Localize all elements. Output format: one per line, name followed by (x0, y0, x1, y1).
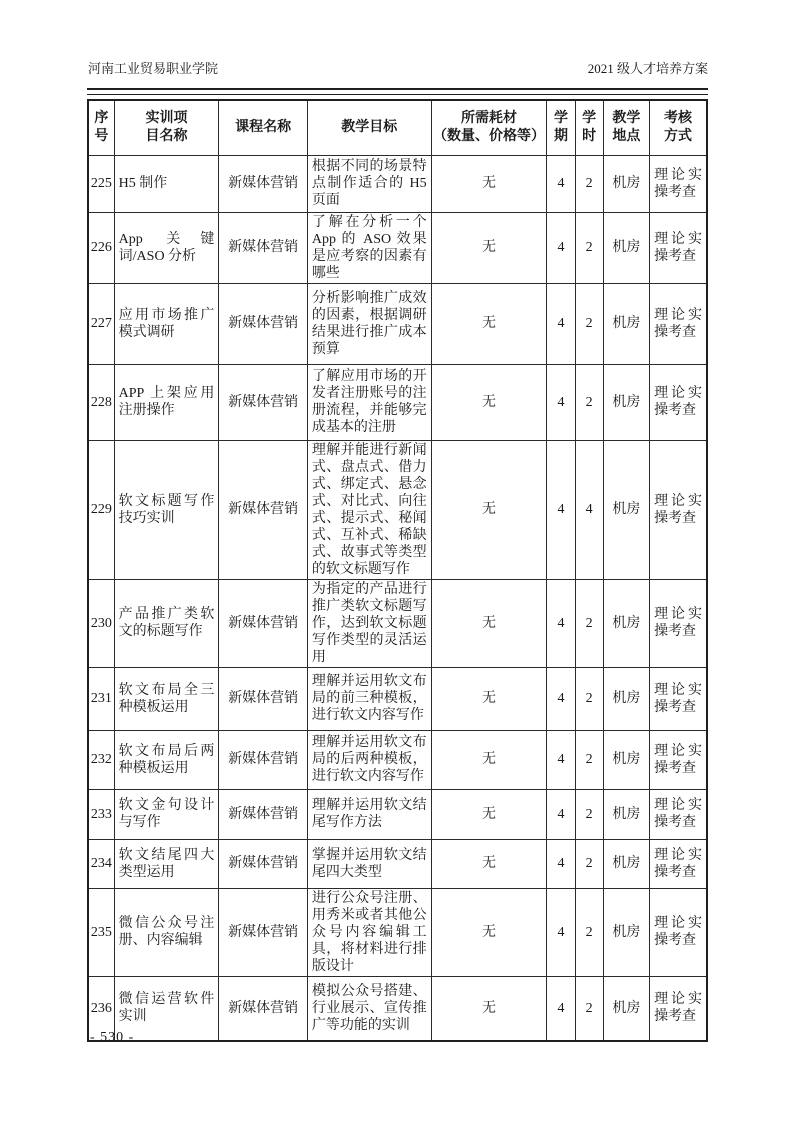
program-title: 2021 级人才培养方案 (587, 61, 708, 76)
row-number: 232 (88, 730, 114, 789)
table-row (88, 839, 707, 888)
col-header-goal: 教学目标 (307, 100, 431, 155)
course-name: 新媒体营销 (219, 579, 308, 667)
school-name: 河南工业贸易职业学院 (88, 61, 219, 76)
teaching-location: 机房 (603, 789, 649, 839)
table-row (88, 579, 707, 667)
table-row (88, 283, 707, 364)
row-number: 225 (88, 155, 114, 212)
course-name: 新媒体营销 (219, 888, 308, 976)
project-name: 微信公众号注册、内容编辑 (114, 888, 219, 976)
assessment-method: 理论实操考查 (650, 667, 707, 730)
teaching-location: 机房 (603, 888, 649, 976)
project-name: 软文布局全三种模板运用 (114, 667, 219, 730)
row-number: 229 (88, 440, 114, 579)
assessment-method: 理论实操考查 (650, 155, 707, 212)
row-number: 227 (88, 283, 114, 364)
teaching-location: 机房 (603, 440, 649, 579)
assessment-method: 理论实操考查 (650, 579, 707, 667)
col-header-serial: 序 号 (88, 100, 114, 155)
project-name: App 关键词/ASO 分析 (114, 212, 219, 283)
teaching-goal: 理解并运用软文布局的后两种模板，进行软文内容写作 (307, 730, 431, 789)
semester: 4 (547, 212, 575, 283)
table-row (88, 440, 707, 579)
semester: 4 (547, 839, 575, 888)
project-name: 应用市场推广模式调研 (114, 283, 219, 364)
col-header-location: 教学 地点 (603, 100, 649, 155)
class-hours: 2 (575, 283, 603, 364)
row-number: 230 (88, 579, 114, 667)
training-schedule-table (87, 99, 708, 1042)
page-number: - 530 - (90, 1030, 135, 1045)
class-hours: 2 (575, 839, 603, 888)
col-header-assessment: 考核 方式 (650, 100, 707, 155)
course-name: 新媒体营销 (219, 283, 308, 364)
teaching-goal: 为指定的产品进行推广类软文标题写作，达到软文标题写作类型的灵活运用 (307, 579, 431, 667)
class-hours: 2 (575, 579, 603, 667)
class-hours: 2 (575, 888, 603, 976)
course-name: 新媒体营销 (219, 976, 308, 1041)
row-number: 226 (88, 212, 114, 283)
row-number: 228 (88, 364, 114, 440)
teaching-location: 机房 (603, 155, 649, 212)
teaching-goal: 理解并能进行新闻式、盘点式、借力式、绑定式、悬念式、对比式、向往式、提示式、秘闻式、互补式、稀缺式、故事式等类型的软文标题写作 (307, 440, 431, 579)
project-name: 产品推广类软文的标题写作 (114, 579, 219, 667)
materials-needed: 无 (431, 364, 547, 440)
table-row (88, 888, 707, 976)
assessment-method: 理论实操考查 (650, 364, 707, 440)
semester: 4 (547, 440, 575, 579)
teaching-location: 机房 (603, 579, 649, 667)
class-hours: 2 (575, 364, 603, 440)
project-name: 软文结尾四大类型运用 (114, 839, 219, 888)
materials-needed: 无 (431, 155, 547, 212)
teaching-location: 机房 (603, 976, 649, 1041)
row-number: 233 (88, 789, 114, 839)
teaching-location: 机房 (603, 283, 649, 364)
running-head (88, 61, 708, 77)
course-name: 新媒体营销 (219, 667, 308, 730)
teaching-goal: 掌握并运用软文结尾四大类型 (307, 839, 431, 888)
class-hours: 4 (575, 440, 603, 579)
teaching-goal: 理解并运用软文结尾写作方法 (307, 789, 431, 839)
class-hours: 2 (575, 976, 603, 1041)
teaching-goal: 了解在分析一个 App 的 ASO 效果是应考察的因素有哪些 (307, 212, 431, 283)
materials-needed: 无 (431, 730, 547, 789)
teaching-location: 机房 (603, 667, 649, 730)
course-name: 新媒体营销 (219, 212, 308, 283)
materials-needed: 无 (431, 667, 547, 730)
col-header-semester: 学 期 (547, 100, 575, 155)
teaching-location: 机房 (603, 212, 649, 283)
course-name: 新媒体营销 (219, 155, 308, 212)
materials-needed: 无 (431, 976, 547, 1041)
project-name: 软文标题写作技巧实训 (114, 440, 219, 579)
col-header-project: 实训项 目名称 (114, 100, 219, 155)
assessment-method: 理论实操考查 (650, 976, 707, 1041)
assessment-method: 理论实操考查 (650, 888, 707, 976)
assessment-method: 理论实操考查 (650, 440, 707, 579)
materials-needed: 无 (431, 212, 547, 283)
col-header-materials: 所需耗材 （数量、价格等） (431, 100, 547, 155)
course-name: 新媒体营销 (219, 364, 308, 440)
assessment-method: 理论实操考查 (650, 212, 707, 283)
semester: 4 (547, 789, 575, 839)
project-name: 微信运营软件实训 (114, 976, 219, 1041)
row-number: 231 (88, 667, 114, 730)
materials-needed: 无 (431, 283, 547, 364)
teaching-goal: 了解应用市场的开发者注册账号的注册流程，并能够完成基本的注册 (307, 364, 431, 440)
assessment-method: 理论实操考查 (650, 839, 707, 888)
assessment-method: 理论实操考查 (650, 730, 707, 789)
semester: 4 (547, 888, 575, 976)
header-rule (87, 88, 708, 95)
materials-needed: 无 (431, 789, 547, 839)
semester: 4 (547, 579, 575, 667)
table-row (88, 212, 707, 283)
project-name: 软文金句设计与写作 (114, 789, 219, 839)
teaching-goal: 根据不同的场景特点制作适合的 H5 页面 (307, 155, 431, 212)
table-row (88, 730, 707, 789)
materials-needed: 无 (431, 839, 547, 888)
project-name: APP 上架应用注册操作 (114, 364, 219, 440)
teaching-goal: 理解并运用软文布局的前三种模板，进行软文内容写作 (307, 667, 431, 730)
course-name: 新媒体营销 (219, 440, 308, 579)
assessment-method: 理论实操考查 (650, 283, 707, 364)
table-row (88, 155, 707, 212)
materials-needed: 无 (431, 440, 547, 579)
class-hours: 2 (575, 212, 603, 283)
semester: 4 (547, 283, 575, 364)
col-header-hours: 学 时 (575, 100, 603, 155)
semester: 4 (547, 667, 575, 730)
header-row (88, 100, 707, 155)
row-number: 236 (88, 976, 114, 1041)
table-row (88, 667, 707, 730)
course-name: 新媒体营销 (219, 839, 308, 888)
class-hours: 2 (575, 155, 603, 212)
semester: 4 (547, 155, 575, 212)
table-row (88, 789, 707, 839)
teaching-location: 机房 (603, 730, 649, 789)
teaching-goal: 进行公众号注册、用秀米或者其他公众号内容编辑工具，将材料进行排版设计 (307, 888, 431, 976)
class-hours: 2 (575, 667, 603, 730)
col-header-course: 课程名称 (219, 100, 308, 155)
table-row (88, 364, 707, 440)
assessment-method: 理论实操考查 (650, 789, 707, 839)
teaching-goal: 模拟公众号搭建、行业展示、宣传推广等功能的实训 (307, 976, 431, 1041)
table-row (88, 976, 707, 1041)
course-name: 新媒体营销 (219, 730, 308, 789)
row-number: 234 (88, 839, 114, 888)
project-name: 软文布局后两种模板运用 (114, 730, 219, 789)
teaching-goal: 分析影响推广成效的因素，根据调研结果进行推广成本预算 (307, 283, 431, 364)
teaching-location: 机房 (603, 364, 649, 440)
materials-needed: 无 (431, 888, 547, 976)
course-name: 新媒体营销 (219, 789, 308, 839)
project-name: H5 制作 (114, 155, 219, 212)
teaching-location: 机房 (603, 839, 649, 888)
semester: 4 (547, 364, 575, 440)
semester: 4 (547, 730, 575, 789)
materials-needed: 无 (431, 579, 547, 667)
semester: 4 (547, 976, 575, 1041)
class-hours: 2 (575, 789, 603, 839)
row-number: 235 (88, 888, 114, 976)
class-hours: 2 (575, 730, 603, 789)
